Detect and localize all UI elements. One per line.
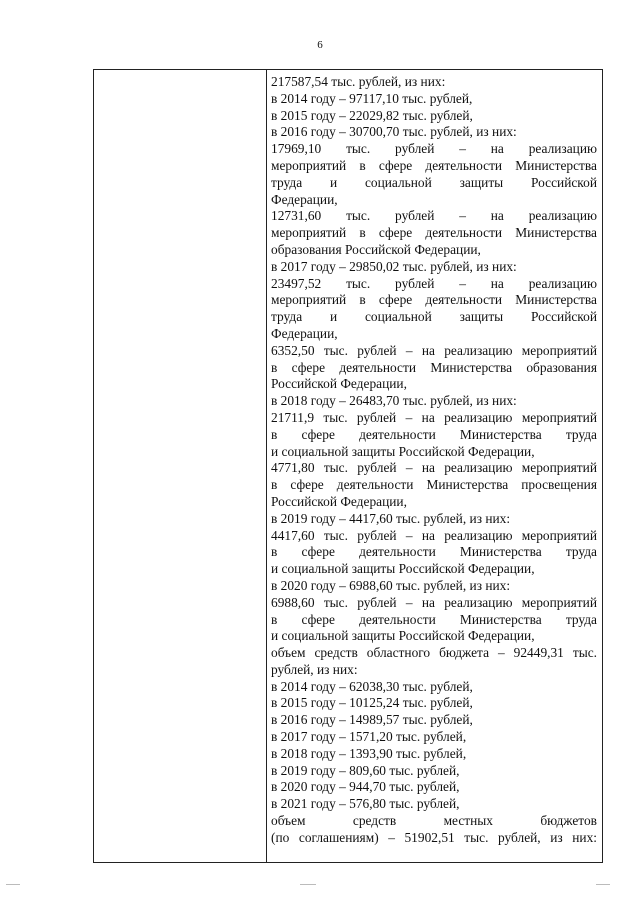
text-line: Российской Федерации, (271, 376, 407, 392)
text-line: в сфере деятельности Министерства труда (271, 611, 597, 627)
scan-mark-center (300, 884, 316, 885)
text-line: труда и социальной защиты Российской (271, 174, 597, 190)
scan-mark-left (6, 884, 20, 885)
text-line: 17969,10 тыс. рублей – на реализацию (271, 141, 597, 157)
text-line: 217587,54 тыс. рублей, из них: (271, 74, 446, 89)
text-line: и социальной защиты Российской Федерации, (271, 628, 535, 644)
text-line: объем средств местных бюджетов (271, 813, 597, 829)
text-line: в сфере деятельности Министерства труда (271, 426, 597, 442)
text-line: рублей, из них: (271, 661, 358, 677)
text-line: Российской Федерации, (271, 493, 407, 509)
page-number: 6 (317, 39, 323, 51)
text-line: в 2015 году – 22029,82 тыс. рублей, (271, 107, 473, 123)
text-line: и социальной защиты Российской Федерации, (271, 561, 535, 577)
text-line: образования Российской Федерации, (271, 241, 481, 257)
text-line: 4771,80 тыс. рублей – на реализацию мероприятий (271, 460, 597, 476)
scan-edge-marks (0, 880, 640, 890)
program-table (93, 69, 603, 863)
text-line: в 2020 году – 944,70 тыс. рублей, (271, 779, 460, 795)
text-line: в 2015 году – 10125,24 тыс. рублей, (271, 695, 473, 711)
text-line: в 2014 году – 62038,30 тыс. рублей, (271, 678, 473, 694)
text-line: мероприятий в сфере деятельности Министерства (271, 292, 597, 308)
text-line: и социальной защиты Российской Федерации, (271, 443, 535, 459)
text-line: в 2016 году – 30700,70 тыс. рублей, из них: (271, 124, 517, 140)
text-line: 6352,50 тыс. рублей – на реализацию мероприятий (271, 342, 597, 358)
text-line: в 2014 году – 97117,10 тыс. рублей, (271, 90, 473, 106)
text-line: в 2019 году – 809,60 тыс. рублей, (271, 762, 460, 778)
text-line: мероприятий в сфере деятельности Министерства (271, 157, 597, 173)
scan-mark-right (596, 884, 610, 885)
text-line: в сфере деятельности Министерства просвещения (271, 477, 597, 493)
text-line: в 2020 году – 6988,60 тыс. рублей, из них: (271, 577, 511, 593)
text-line: в 2021 году – 576,80 тыс. рублей, (271, 796, 460, 812)
text-line: Федерации, (271, 325, 338, 341)
text-line: мероприятий в сфере деятельности Министерства (271, 225, 597, 241)
text-line: 4417,60 тыс. рублей – на реализацию мероприятий (271, 527, 597, 543)
table-content-cell (267, 70, 602, 862)
text-line: (по соглашениям) – 51902,51 тыс. рублей, из них: (271, 829, 597, 845)
text-line: в 2019 году – 4417,60 тыс. рублей, из них: (271, 510, 511, 526)
text-line: в 2018 году – 26483,70 тыс. рублей, из них: (271, 393, 517, 409)
table-label-cell (94, 70, 267, 862)
text-line: в 2017 году – 1571,20 тыс. рублей, (271, 729, 467, 745)
text-line: в сфере деятельности Министерства образования (271, 359, 597, 375)
text-line: 23497,52 тыс. рублей – на реализацию (271, 275, 597, 291)
text-line: Федерации, (271, 191, 338, 207)
text-line: объем средств областного бюджета – 92449,31 тыс. (271, 645, 597, 661)
text-line: труда и социальной защиты Российской (271, 309, 597, 325)
text-line: в 2018 году – 1393,90 тыс. рублей, (271, 745, 467, 761)
text-line: 6988,60 тыс. рублей – на реализацию мероприятий (271, 594, 597, 610)
text-line: 21711,9 тыс. рублей – на реализацию мероприятий (271, 409, 597, 425)
text-line: 12731,60 тыс. рублей – на реализацию (271, 208, 597, 224)
text-line: в 2016 году – 14989,57 тыс. рублей, (271, 712, 473, 728)
text-line: в 2017 году – 29850,02 тыс. рублей, из них: (271, 258, 517, 274)
text-line: в сфере деятельности Министерства труда (271, 544, 597, 560)
